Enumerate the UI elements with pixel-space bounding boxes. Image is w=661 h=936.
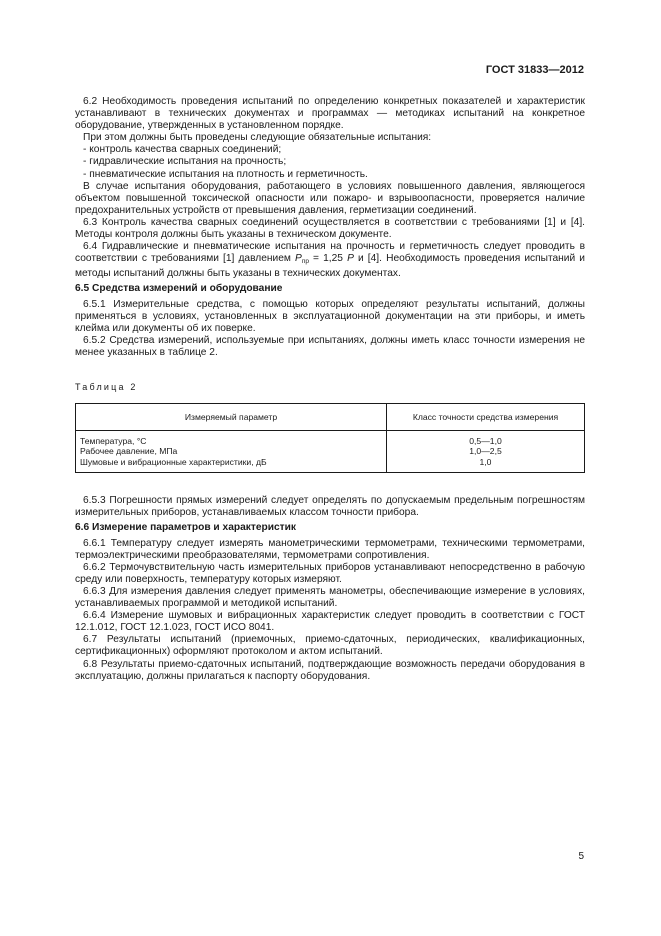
table-cell: Температура, °С [76,431,387,447]
paragraph-6-4 [75,241,585,280]
paragraph-high-pressure: В случае испытания оборудования, работающего в условиях повышенного давления, являющегося объектом повышенной токсической опасности или пожаро- и взрывоопасности, проверяется наличие предохранительных устройств от превышения давления, герметизации соединений. [75,180,585,216]
column-header-accuracy-class: Класс точности средства измерения [387,404,585,431]
page-number: 5 [578,851,584,862]
document-code-header: ГОСТ 31833—2012 [485,64,584,76]
page-content [75,96,585,683]
mandatory-tests-intro: При этом должны быть проведены следующие обязательные испытания: [83,132,432,144]
list-item: - контроль качества сварных соединений; [83,144,282,156]
table-row [76,446,585,456]
paragraph-6-3: 6.3 Контроль качества сварных соединений осуществляется в соответствии с требованиями [1] и [4]. Методы контроля должны быть указаны в техническом документе. [75,216,585,241]
table-row [76,457,585,473]
paragraph-6-7: 6.7 Результаты испытаний (приемочных, приемо-сдаточных, периодических, квалификационных, сертификационных) оформляют протоколом и актом испытаний. [75,634,585,658]
paragraph-6-6-4: 6.6.4 Измерение шумовых и вибрационных характеристик следует проводить в соответствии с ГОСТ 12.1.012, ГОСТ 12.1.023, ГОСТ ИСО 8041. [75,610,585,634]
section-heading-6-5: 6.5 Средства измерений и оборудование [75,283,283,295]
paragraph-6-4-part3: и [4]. Необходимость проведения испытаний и методы испытаний должны быть указаны в технических документах. [75,253,585,280]
section-heading-6-6: 6.6 Измерение параметров и характеристик [75,522,297,534]
paragraph-6-5-2: 6.5.2 Средства измерений, используемые при испытаниях, должны иметь класс точности измерения не менее указанных в таблице 2. [75,334,585,358]
paragraph-6-6-1: 6.6.1 Температуру следует измерять манометрическими термометрами, техническими термометрами, термоэлектрическими преобразователями, термометрами сопротивления. [75,537,585,561]
table-cell: Рабочее давление, МПа [76,446,387,456]
pressure-subscript: пр [301,258,309,266]
pressure-symbol-2: Р [347,253,354,265]
list-item: - пневматические испытания на плотность и герметичность. [83,168,368,180]
table-caption: Таблица 2 [75,381,138,392]
paragraph-6-4-part1: 6.4 Гидравлические и пневматические испытания на прочность и герметичность следует проводить в соответствии с требованиями [1] давлением [75,241,585,265]
table-2 [75,403,585,473]
table-row [76,431,585,447]
table-header-row [76,404,585,431]
paragraph-6-4-part2: = 1,25 [308,253,348,265]
paragraph-6-6-3: 6.6.3 Для измерения давления следует применять манометры, обеспечивающие измерение в условиях, устанавливаемых программой и методикой испытаний. [75,585,585,610]
table-cell: 1,0 [387,457,585,473]
table-cell: 0,5—1,0 [387,431,585,447]
paragraph-6-5-1: 6.5.1 Измерительные средства, с помощью которых определяют результаты испытаний, должны применяться в условиях, установленных в эксплуатационной документации на эти приборы, и иметь клейма или документы об их поверке. [75,298,585,334]
table-cell: Шумовые и вибрационные характеристики, дБ [76,457,387,473]
list-item: - гидравлические испытания на прочность; [83,156,287,168]
pressure-symbol: Р [295,253,302,265]
paragraph-6-2: 6.2 Необходимость проведения испытаний по определению конкретных показателей и характеристик устанавливают в технических документах и программах — методиках испытаний на конкретное оборудование, утвержденных в установленном порядке. [75,96,585,132]
paragraph-6-5-3: 6.5.3 Погрешности прямых измерений следует определять по допускаемым предельным погрешностям измерительных приборов, устанавливаемых классом точности прибора. [75,495,585,519]
paragraph-6-8: 6.8 Результаты приемо-сдаточных испытаний, подтверждающие возможность передачи оборудования в эксплуатацию, должны прилагаться к паспорту оборудования. [75,658,585,682]
paragraph-6-6-2: 6.6.2 Термочувствительную часть измерительных приборов устанавливают непосредственно в рабочую среду или поверхность, температуру которых измеряют. [75,561,585,585]
column-header-parameter: Измеряемый параметр [76,404,387,431]
table-cell: 1,0—2,5 [387,446,585,456]
